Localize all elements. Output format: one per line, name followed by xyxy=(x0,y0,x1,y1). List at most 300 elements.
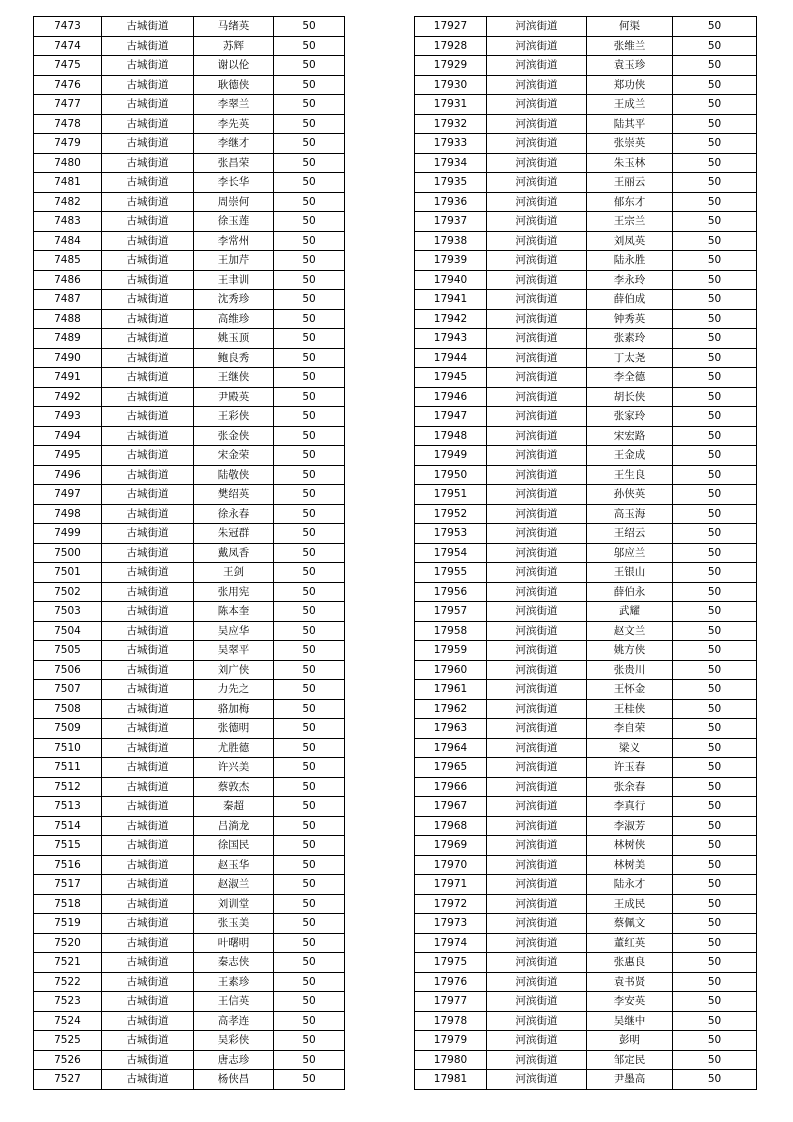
street-cell: 古城街道 xyxy=(102,855,194,875)
amount-cell: 50 xyxy=(673,465,757,485)
table-row xyxy=(34,36,345,56)
row-id-cell: 17937 xyxy=(415,212,487,232)
table-row xyxy=(34,504,345,524)
amount-cell: 50 xyxy=(673,641,757,661)
table-row xyxy=(415,933,757,953)
amount-cell: 50 xyxy=(673,933,757,953)
table-row xyxy=(34,563,345,583)
name-cell: 蔡佩文 xyxy=(587,914,673,934)
name-cell: 王丽云 xyxy=(587,173,673,193)
name-cell: 尹墨高 xyxy=(587,1070,673,1090)
name-cell: 张维兰 xyxy=(587,36,673,56)
amount-cell: 50 xyxy=(673,699,757,719)
amount-cell: 50 xyxy=(673,485,757,505)
table-row xyxy=(34,660,345,680)
row-id-cell: 7506 xyxy=(34,660,102,680)
amount-cell: 50 xyxy=(673,309,757,329)
row-id-cell: 17976 xyxy=(415,972,487,992)
row-id-cell: 7500 xyxy=(34,543,102,563)
street-cell: 古城街道 xyxy=(102,446,194,466)
row-id-cell: 17947 xyxy=(415,407,487,427)
amount-cell: 50 xyxy=(274,446,345,466)
row-id-cell: 7493 xyxy=(34,407,102,427)
table-row xyxy=(34,836,345,856)
name-cell: 王信英 xyxy=(194,992,274,1012)
name-cell: 姚方侠 xyxy=(587,641,673,661)
street-cell: 古城街道 xyxy=(102,1011,194,1031)
amount-cell: 50 xyxy=(274,173,345,193)
table-row xyxy=(34,1070,345,1090)
name-cell: 王桂侠 xyxy=(587,699,673,719)
amount-cell: 50 xyxy=(673,524,757,544)
street-cell: 古城街道 xyxy=(102,426,194,446)
table-row xyxy=(34,758,345,778)
table-row xyxy=(34,953,345,973)
amount-cell: 50 xyxy=(274,134,345,154)
amount-cell: 50 xyxy=(274,563,345,583)
name-cell: 彭明 xyxy=(587,1031,673,1051)
table-row xyxy=(415,173,757,193)
table-row xyxy=(415,368,757,388)
name-cell: 骆加梅 xyxy=(194,699,274,719)
row-id-cell: 17945 xyxy=(415,368,487,388)
table-row xyxy=(34,153,345,173)
row-id-cell: 17978 xyxy=(415,1011,487,1031)
street-cell: 河滨街道 xyxy=(487,680,587,700)
amount-cell: 50 xyxy=(673,563,757,583)
table-row xyxy=(34,855,345,875)
amount-cell: 50 xyxy=(673,953,757,973)
name-cell: 薛伯成 xyxy=(587,290,673,310)
street-cell: 古城街道 xyxy=(102,95,194,115)
amount-cell: 50 xyxy=(274,75,345,95)
amount-cell: 50 xyxy=(673,1011,757,1031)
row-id-cell: 7478 xyxy=(34,114,102,134)
table-row xyxy=(34,387,345,407)
table-row xyxy=(415,95,757,115)
row-id-cell: 17968 xyxy=(415,816,487,836)
table-row xyxy=(34,933,345,953)
row-id-cell: 17946 xyxy=(415,387,487,407)
street-cell: 古城街道 xyxy=(102,75,194,95)
street-cell: 河滨街道 xyxy=(487,407,587,427)
table-row xyxy=(415,114,757,134)
name-cell: 杨侠昌 xyxy=(194,1070,274,1090)
name-cell: 王金成 xyxy=(587,446,673,466)
name-cell: 林树侠 xyxy=(587,836,673,856)
row-id-cell: 7525 xyxy=(34,1031,102,1051)
row-id-cell: 17961 xyxy=(415,680,487,700)
amount-cell: 50 xyxy=(274,524,345,544)
row-id-cell: 17928 xyxy=(415,36,487,56)
amount-cell: 50 xyxy=(274,465,345,485)
amount-cell: 50 xyxy=(274,1070,345,1090)
amount-cell: 50 xyxy=(274,719,345,739)
amount-cell: 50 xyxy=(673,777,757,797)
right-table-body xyxy=(415,17,757,1090)
amount-cell: 50 xyxy=(274,758,345,778)
table-row xyxy=(415,1031,757,1051)
row-id-cell: 17950 xyxy=(415,465,487,485)
street-cell: 古城街道 xyxy=(102,173,194,193)
table-row xyxy=(34,309,345,329)
name-cell: 刘广侠 xyxy=(194,660,274,680)
name-cell: 王成兰 xyxy=(587,95,673,115)
table-row xyxy=(34,719,345,739)
name-cell: 李全德 xyxy=(587,368,673,388)
name-cell: 董红英 xyxy=(587,933,673,953)
table-row xyxy=(34,446,345,466)
amount-cell: 50 xyxy=(673,290,757,310)
name-cell: 尤胜德 xyxy=(194,738,274,758)
row-id-cell: 7524 xyxy=(34,1011,102,1031)
name-cell: 宋宏路 xyxy=(587,426,673,446)
street-cell: 古城街道 xyxy=(102,524,194,544)
street-cell: 古城街道 xyxy=(102,699,194,719)
amount-cell: 50 xyxy=(274,1011,345,1031)
name-cell: 陆永胜 xyxy=(587,251,673,271)
amount-cell: 50 xyxy=(673,251,757,271)
street-cell: 古城街道 xyxy=(102,290,194,310)
row-id-cell: 7485 xyxy=(34,251,102,271)
table-row xyxy=(415,270,757,290)
street-cell: 古城街道 xyxy=(102,407,194,427)
row-id-cell: 7508 xyxy=(34,699,102,719)
name-cell: 李继才 xyxy=(194,134,274,154)
amount-cell: 50 xyxy=(274,1050,345,1070)
street-cell: 古城街道 xyxy=(102,602,194,622)
row-id-cell: 17948 xyxy=(415,426,487,446)
street-cell: 河滨街道 xyxy=(487,1011,587,1031)
row-id-cell: 7476 xyxy=(34,75,102,95)
street-cell: 河滨街道 xyxy=(487,309,587,329)
name-cell: 吕淌龙 xyxy=(194,816,274,836)
street-cell: 河滨街道 xyxy=(487,855,587,875)
table-row xyxy=(34,173,345,193)
amount-cell: 50 xyxy=(673,992,757,1012)
table-row xyxy=(34,56,345,76)
left-table-body xyxy=(34,17,345,1090)
row-id-cell: 17940 xyxy=(415,270,487,290)
table-row xyxy=(34,426,345,446)
amount-cell: 50 xyxy=(274,153,345,173)
table-row xyxy=(34,368,345,388)
row-id-cell: 7498 xyxy=(34,504,102,524)
table-row xyxy=(34,407,345,427)
amount-cell: 50 xyxy=(274,543,345,563)
street-cell: 河滨街道 xyxy=(487,621,587,641)
name-cell: 周崇何 xyxy=(194,192,274,212)
street-cell: 古城街道 xyxy=(102,309,194,329)
name-cell: 王剑 xyxy=(194,563,274,583)
street-cell: 河滨街道 xyxy=(487,797,587,817)
name-cell: 吴继中 xyxy=(587,1011,673,1031)
row-id-cell: 17975 xyxy=(415,953,487,973)
name-cell: 王素珍 xyxy=(194,972,274,992)
name-cell: 陆其平 xyxy=(587,114,673,134)
row-id-cell: 7522 xyxy=(34,972,102,992)
amount-cell: 50 xyxy=(673,914,757,934)
name-cell: 力先之 xyxy=(194,680,274,700)
amount-cell: 50 xyxy=(274,114,345,134)
table-row xyxy=(415,1050,757,1070)
table-row xyxy=(415,153,757,173)
table-row xyxy=(415,602,757,622)
name-cell: 王怀金 xyxy=(587,680,673,700)
street-cell: 河滨街道 xyxy=(487,485,587,505)
left-table xyxy=(33,16,345,1090)
street-cell: 古城街道 xyxy=(102,17,194,37)
name-cell: 孙侠英 xyxy=(587,485,673,505)
amount-cell: 50 xyxy=(673,1070,757,1090)
street-cell: 河滨街道 xyxy=(487,972,587,992)
street-cell: 河滨街道 xyxy=(487,836,587,856)
row-id-cell: 7501 xyxy=(34,563,102,583)
name-cell: 李淑芳 xyxy=(587,816,673,836)
name-cell: 徐永春 xyxy=(194,504,274,524)
street-cell: 古城街道 xyxy=(102,251,194,271)
amount-cell: 50 xyxy=(673,329,757,349)
table-row xyxy=(34,212,345,232)
name-cell: 吴翠平 xyxy=(194,641,274,661)
amount-cell: 50 xyxy=(673,1031,757,1051)
street-cell: 河滨街道 xyxy=(487,134,587,154)
street-cell: 古城街道 xyxy=(102,1070,194,1090)
name-cell: 王成民 xyxy=(587,894,673,914)
amount-cell: 50 xyxy=(673,153,757,173)
street-cell: 河滨街道 xyxy=(487,348,587,368)
table-row xyxy=(415,563,757,583)
amount-cell: 50 xyxy=(274,95,345,115)
amount-cell: 50 xyxy=(274,582,345,602)
amount-cell: 50 xyxy=(274,641,345,661)
street-cell: 古城街道 xyxy=(102,329,194,349)
row-id-cell: 7481 xyxy=(34,173,102,193)
table-row xyxy=(34,582,345,602)
table-row xyxy=(415,719,757,739)
row-id-cell: 7477 xyxy=(34,95,102,115)
street-cell: 古城街道 xyxy=(102,153,194,173)
row-id-cell: 17958 xyxy=(415,621,487,641)
row-id-cell: 7492 xyxy=(34,387,102,407)
table-row xyxy=(34,641,345,661)
table-row xyxy=(34,251,345,271)
street-cell: 古城街道 xyxy=(102,270,194,290)
street-cell: 河滨街道 xyxy=(487,699,587,719)
row-id-cell: 17962 xyxy=(415,699,487,719)
table-row xyxy=(34,114,345,134)
amount-cell: 50 xyxy=(673,56,757,76)
amount-cell: 50 xyxy=(673,407,757,427)
amount-cell: 50 xyxy=(673,173,757,193)
name-cell: 张贵川 xyxy=(587,660,673,680)
street-cell: 古城街道 xyxy=(102,134,194,154)
table-row xyxy=(415,1070,757,1090)
row-id-cell: 7473 xyxy=(34,17,102,37)
table-row xyxy=(415,758,757,778)
row-id-cell: 7523 xyxy=(34,992,102,1012)
street-cell: 河滨街道 xyxy=(487,368,587,388)
name-cell: 叶曙明 xyxy=(194,933,274,953)
street-cell: 河滨街道 xyxy=(487,56,587,76)
street-cell: 古城街道 xyxy=(102,816,194,836)
amount-cell: 50 xyxy=(673,212,757,232)
amount-cell: 50 xyxy=(274,17,345,37)
table-row xyxy=(415,680,757,700)
row-id-cell: 17931 xyxy=(415,95,487,115)
name-cell: 王彩侠 xyxy=(194,407,274,427)
row-id-cell: 17932 xyxy=(415,114,487,134)
table-row xyxy=(415,582,757,602)
name-cell: 秦超 xyxy=(194,797,274,817)
table-row xyxy=(415,407,757,427)
street-cell: 古城街道 xyxy=(102,660,194,680)
street-cell: 河滨街道 xyxy=(487,894,587,914)
row-id-cell: 7496 xyxy=(34,465,102,485)
row-id-cell: 7512 xyxy=(34,777,102,797)
name-cell: 李自荣 xyxy=(587,719,673,739)
amount-cell: 50 xyxy=(673,582,757,602)
amount-cell: 50 xyxy=(673,348,757,368)
row-id-cell: 17949 xyxy=(415,446,487,466)
amount-cell: 50 xyxy=(274,953,345,973)
amount-cell: 50 xyxy=(274,836,345,856)
row-id-cell: 17956 xyxy=(415,582,487,602)
street-cell: 河滨街道 xyxy=(487,251,587,271)
name-cell: 袁玉珍 xyxy=(587,56,673,76)
street-cell: 古城街道 xyxy=(102,56,194,76)
table-row xyxy=(34,270,345,290)
row-id-cell: 7516 xyxy=(34,855,102,875)
street-cell: 古城街道 xyxy=(102,212,194,232)
table-row xyxy=(415,212,757,232)
row-id-cell: 7514 xyxy=(34,816,102,836)
street-cell: 古城街道 xyxy=(102,621,194,641)
row-id-cell: 17971 xyxy=(415,875,487,895)
street-cell: 古城街道 xyxy=(102,836,194,856)
row-id-cell: 17952 xyxy=(415,504,487,524)
amount-cell: 50 xyxy=(274,407,345,427)
row-id-cell: 17953 xyxy=(415,524,487,544)
table-row xyxy=(415,738,757,758)
row-id-cell: 17974 xyxy=(415,933,487,953)
table-row xyxy=(415,485,757,505)
street-cell: 河滨街道 xyxy=(487,270,587,290)
table-row xyxy=(34,738,345,758)
name-cell: 张素玲 xyxy=(587,329,673,349)
amount-cell: 50 xyxy=(673,680,757,700)
row-id-cell: 17934 xyxy=(415,153,487,173)
street-cell: 古城街道 xyxy=(102,582,194,602)
row-id-cell: 17941 xyxy=(415,290,487,310)
amount-cell: 50 xyxy=(673,894,757,914)
row-id-cell: 17933 xyxy=(415,134,487,154)
amount-cell: 50 xyxy=(274,621,345,641)
table-row xyxy=(415,524,757,544)
row-id-cell: 17951 xyxy=(415,485,487,505)
table-row xyxy=(34,543,345,563)
name-cell: 李安英 xyxy=(587,992,673,1012)
street-cell: 古城街道 xyxy=(102,504,194,524)
name-cell: 马绪英 xyxy=(194,17,274,37)
amount-cell: 50 xyxy=(673,621,757,641)
street-cell: 河滨街道 xyxy=(487,933,587,953)
amount-cell: 50 xyxy=(673,426,757,446)
name-cell: 徐国民 xyxy=(194,836,274,856)
table-row xyxy=(34,75,345,95)
street-cell: 古城街道 xyxy=(102,387,194,407)
row-id-cell: 17936 xyxy=(415,192,487,212)
name-cell: 姚玉顶 xyxy=(194,329,274,349)
amount-cell: 50 xyxy=(274,270,345,290)
table-row xyxy=(34,465,345,485)
row-id-cell: 7507 xyxy=(34,680,102,700)
amount-cell: 50 xyxy=(673,836,757,856)
name-cell: 张金侠 xyxy=(194,426,274,446)
table-row xyxy=(34,95,345,115)
row-id-cell: 17939 xyxy=(415,251,487,271)
name-cell: 吴彩侠 xyxy=(194,1031,274,1051)
row-id-cell: 7521 xyxy=(34,953,102,973)
name-cell: 戴凤香 xyxy=(194,543,274,563)
row-id-cell: 7497 xyxy=(34,485,102,505)
table-row xyxy=(415,504,757,524)
row-id-cell: 17966 xyxy=(415,777,487,797)
row-id-cell: 17927 xyxy=(415,17,487,37)
row-id-cell: 7482 xyxy=(34,192,102,212)
street-cell: 河滨街道 xyxy=(487,446,587,466)
name-cell: 高孝连 xyxy=(194,1011,274,1031)
street-cell: 古城街道 xyxy=(102,914,194,934)
name-cell: 钟秀英 xyxy=(587,309,673,329)
row-id-cell: 7505 xyxy=(34,641,102,661)
table-row xyxy=(34,231,345,251)
amount-cell: 50 xyxy=(274,855,345,875)
table-row xyxy=(34,134,345,154)
right-table xyxy=(414,16,757,1090)
row-id-cell: 7483 xyxy=(34,212,102,232)
amount-cell: 50 xyxy=(274,56,345,76)
table-row xyxy=(34,290,345,310)
name-cell: 袁书贤 xyxy=(587,972,673,992)
name-cell: 张昌荣 xyxy=(194,153,274,173)
street-cell: 河滨街道 xyxy=(487,543,587,563)
name-cell: 赵文兰 xyxy=(587,621,673,641)
name-cell: 张崇英 xyxy=(587,134,673,154)
table-row xyxy=(34,777,345,797)
street-cell: 河滨街道 xyxy=(487,777,587,797)
street-cell: 河滨街道 xyxy=(487,1031,587,1051)
row-id-cell: 17960 xyxy=(415,660,487,680)
row-id-cell: 7488 xyxy=(34,309,102,329)
row-id-cell: 7499 xyxy=(34,524,102,544)
street-cell: 古城街道 xyxy=(102,36,194,56)
row-id-cell: 7475 xyxy=(34,56,102,76)
row-id-cell: 7489 xyxy=(34,329,102,349)
street-cell: 河滨街道 xyxy=(487,816,587,836)
table-row xyxy=(34,680,345,700)
amount-cell: 50 xyxy=(673,192,757,212)
name-cell: 邬应兰 xyxy=(587,543,673,563)
name-cell: 王加芹 xyxy=(194,251,274,271)
table-row xyxy=(415,1011,757,1031)
name-cell: 张德明 xyxy=(194,719,274,739)
amount-cell: 50 xyxy=(673,114,757,134)
street-cell: 古城街道 xyxy=(102,1050,194,1070)
row-id-cell: 7518 xyxy=(34,894,102,914)
row-id-cell: 17964 xyxy=(415,738,487,758)
table-row xyxy=(415,621,757,641)
